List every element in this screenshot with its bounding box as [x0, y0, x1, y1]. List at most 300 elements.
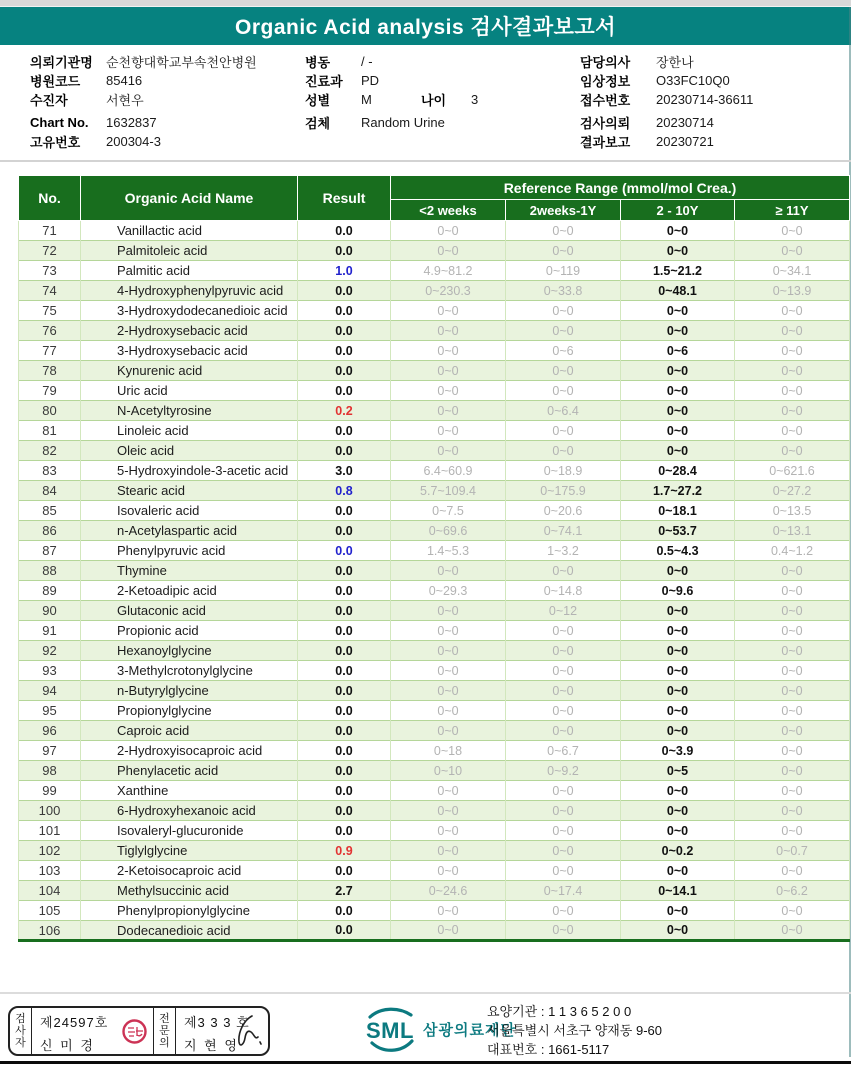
field-label: 검사의뢰	[580, 116, 631, 131]
result-value: 0.0	[298, 501, 391, 521]
range-2-10y: 0.5~4.3	[621, 541, 735, 561]
field-label: Chart No.	[30, 115, 89, 130]
acid-name: Kynurenic acid	[81, 361, 298, 381]
result-value: 0.0	[298, 901, 391, 921]
row-number: 77	[19, 341, 81, 361]
table-row	[19, 261, 850, 281]
field-specimen	[305, 113, 478, 132]
row-number: 94	[19, 681, 81, 701]
field-department	[305, 71, 478, 90]
result-value: 0.0	[298, 281, 391, 301]
company-phone: 대표번호 : 1661-5117	[487, 1042, 610, 1057]
row-number: 71	[19, 221, 81, 241]
signatory-stamp-box	[8, 1006, 270, 1056]
result-value: 0.0	[298, 241, 391, 261]
range-2-10y: 0~0	[621, 401, 735, 421]
table-row	[19, 281, 850, 301]
field-label: 임상정보	[580, 74, 631, 89]
result-value: 0.0	[298, 861, 391, 881]
field-ward	[305, 52, 478, 71]
range-lt-2-weeks: 0~0	[391, 901, 506, 921]
row-number: 79	[19, 381, 81, 401]
result-value: 0.0	[298, 441, 391, 461]
acid-name: Thymine	[81, 561, 298, 581]
field-label: 나이	[421, 93, 447, 108]
table-row	[19, 741, 850, 761]
acid-name: Vanillactic acid	[81, 221, 298, 241]
table-row	[19, 541, 850, 561]
company-address: 서울특별시 서초구 양재동 9-60	[487, 1023, 662, 1038]
range-lt-2-weeks: 6.4~60.9	[391, 461, 506, 481]
range-lt-2-weeks: 0~10	[391, 761, 506, 781]
acid-name: 2-Hydroxysebacic acid	[81, 321, 298, 341]
field-label: 결과보고	[580, 135, 631, 150]
result-value: 1.0	[298, 261, 391, 281]
field-value: / -	[361, 54, 373, 69]
result-value: 3.0	[298, 461, 391, 481]
table-row	[19, 221, 850, 241]
range-ge-11y: 0~0	[735, 421, 850, 441]
footer-divider-line	[0, 992, 851, 994]
range-2-10y: 0~0	[621, 781, 735, 801]
range-ge-11y: 0~0	[735, 301, 850, 321]
row-number: 72	[19, 241, 81, 261]
row-number: 86	[19, 521, 81, 541]
table-row	[19, 841, 850, 861]
range-2-10y: 0~6	[621, 341, 735, 361]
range-ge-11y: 0.4~1.2	[735, 541, 850, 561]
table-row	[19, 901, 850, 921]
acid-name: Isovaleric acid	[81, 501, 298, 521]
field-label: 수진자	[30, 93, 68, 108]
field-label: 진료과	[305, 74, 343, 89]
field-sex-age	[305, 90, 478, 109]
range-lt-2-weeks: 1.4~5.3	[391, 541, 506, 561]
row-number: 74	[19, 281, 81, 301]
acid-name: Tiglylglycine	[81, 841, 298, 861]
range-2weeks-1y: 0~6	[506, 341, 621, 361]
table-row	[19, 701, 850, 721]
acid-name: Uric acid	[81, 381, 298, 401]
range-2-10y: 0~0	[621, 861, 735, 881]
range-2weeks-1y: 0~6.4	[506, 401, 621, 421]
range-2weeks-1y: 0~0	[506, 621, 621, 641]
table-row	[19, 861, 850, 881]
acid-name: Stearic acid	[81, 481, 298, 501]
examiner-seal-stamp-icon	[122, 1019, 147, 1044]
field-value: O33FC10Q0	[656, 73, 730, 88]
row-number: 99	[19, 781, 81, 801]
field-value: PD	[361, 73, 380, 88]
result-value: 0.0	[298, 521, 391, 541]
range-lt-2-weeks: 0~0	[391, 701, 506, 721]
acid-name: Linoleic acid	[81, 421, 298, 441]
field-label: 고유번호	[30, 135, 81, 150]
row-number: 85	[19, 501, 81, 521]
row-number: 106	[19, 921, 81, 941]
row-number: 90	[19, 601, 81, 621]
table-row	[19, 301, 850, 321]
field-label: 검체	[305, 116, 331, 131]
range-2weeks-1y: 0~0	[506, 921, 621, 941]
acid-name: Palmitic acid	[81, 261, 298, 281]
range-lt-2-weeks: 0~0	[391, 241, 506, 261]
range-lt-2-weeks: 0~0	[391, 781, 506, 801]
range-lt-2-weeks: 0~0	[391, 861, 506, 881]
acid-name: Propionic acid	[81, 621, 298, 641]
range-lt-2-weeks: 0~0	[391, 681, 506, 701]
specialist-role-cell	[154, 1008, 176, 1054]
results-table-header	[19, 176, 850, 221]
range-lt-2-weeks: 0~7.5	[391, 501, 506, 521]
result-value: 0.0	[298, 821, 391, 841]
range-lt-2-weeks: 0~0	[391, 401, 506, 421]
acid-name: Methylsuccinic acid	[81, 881, 298, 901]
range-lt-2-weeks: 0~0	[391, 621, 506, 641]
row-number: 97	[19, 741, 81, 761]
range-2weeks-1y: 0~74.1	[506, 521, 621, 541]
acid-name: Phenylpyruvic acid	[81, 541, 298, 561]
table-row	[19, 561, 850, 581]
row-number: 76	[19, 321, 81, 341]
range-lt-2-weeks: 0~0	[391, 441, 506, 461]
range-2weeks-1y: 0~6.7	[506, 741, 621, 761]
range-2weeks-1y: 0~0	[506, 901, 621, 921]
table-row	[19, 581, 850, 601]
table-row	[19, 781, 850, 801]
acid-name: N-Acetyltyrosine	[81, 401, 298, 421]
field-value: 20230714	[656, 115, 714, 130]
range-2weeks-1y: 0~12	[506, 601, 621, 621]
range-ge-11y: 0~0	[735, 681, 850, 701]
range-2weeks-1y: 0~175.9	[506, 481, 621, 501]
range-lt-2-weeks: 0~24.6	[391, 881, 506, 901]
range-2-10y: 0~48.1	[621, 281, 735, 301]
field-value: 장한나	[656, 55, 694, 70]
range-ge-11y: 0~0	[735, 821, 850, 841]
header-divider-line	[0, 160, 851, 162]
row-number: 105	[19, 901, 81, 921]
range-2weeks-1y: 0~33.8	[506, 281, 621, 301]
range-lt-2-weeks: 0~230.3	[391, 281, 506, 301]
range-lt-2-weeks: 0~0	[391, 301, 506, 321]
range-ge-11y: 0~0	[735, 401, 850, 421]
field-value: 서현우	[106, 93, 144, 108]
row-number: 104	[19, 881, 81, 901]
range-2-10y: 0~18.1	[621, 501, 735, 521]
range-2-10y: 1.5~21.2	[621, 261, 735, 281]
page-bottom-line	[0, 1061, 851, 1064]
range-2weeks-1y: 0~0	[506, 721, 621, 741]
range-ge-11y: 0~34.1	[735, 261, 850, 281]
col-header-2-10y: 2 - 10Y	[621, 200, 735, 221]
table-row	[19, 501, 850, 521]
range-lt-2-weeks: 0~0	[391, 341, 506, 361]
range-ge-11y: 0~0	[735, 221, 850, 241]
range-2-10y: 0~3.9	[621, 741, 735, 761]
examiner-role-cell	[10, 1008, 32, 1054]
range-ge-11y: 0~0	[735, 721, 850, 741]
range-2weeks-1y: 0~0	[506, 381, 621, 401]
row-number: 83	[19, 461, 81, 481]
range-lt-2-weeks: 0~0	[391, 381, 506, 401]
field-result-reported-date	[580, 132, 753, 151]
table-row	[19, 921, 850, 941]
range-2-10y: 0~0	[621, 661, 735, 681]
field-unique-id	[30, 132, 257, 151]
range-2weeks-1y: 1~3.2	[506, 541, 621, 561]
result-value: 0.0	[298, 801, 391, 821]
range-ge-11y: 0~0	[735, 621, 850, 641]
table-row	[19, 461, 850, 481]
specialist-credentials	[176, 1008, 268, 1054]
range-lt-2-weeks: 4.9~81.2	[391, 261, 506, 281]
page-title: Organic Acid analysis 검사결과보고서	[235, 16, 616, 39]
field-value: 3	[471, 92, 479, 107]
field-value: M	[361, 92, 372, 107]
range-2weeks-1y: 0~0	[506, 361, 621, 381]
range-2weeks-1y: 0~0	[506, 861, 621, 881]
range-2-10y: 0~0	[621, 641, 735, 661]
row-number: 100	[19, 801, 81, 821]
result-value: 2.7	[298, 881, 391, 901]
page-top-strip	[0, 0, 851, 7]
range-ge-11y: 0~0	[735, 901, 850, 921]
acid-name: Dodecanedioic acid	[81, 921, 298, 941]
range-2-10y: 0~0	[621, 621, 735, 641]
range-2weeks-1y: 0~0	[506, 661, 621, 681]
range-ge-11y: 0~0	[735, 861, 850, 881]
field-value: 200304-3	[106, 134, 161, 149]
range-2weeks-1y: 0~0	[506, 701, 621, 721]
result-value: 0.0	[298, 921, 391, 941]
result-value: 0.0	[298, 621, 391, 641]
range-2weeks-1y: 0~0	[506, 641, 621, 661]
field-value: 20230721	[656, 134, 714, 149]
row-number: 91	[19, 621, 81, 641]
field-value: 20230714-36611	[656, 92, 754, 107]
range-2-10y: 0~0	[621, 921, 735, 941]
range-ge-11y: 0~0	[735, 921, 850, 941]
range-lt-2-weeks: 0~0	[391, 661, 506, 681]
range-2weeks-1y: 0~0	[506, 321, 621, 341]
company-info-block	[487, 1002, 662, 1059]
field-requesting-institution	[30, 52, 257, 71]
result-value: 0.0	[298, 721, 391, 741]
range-ge-11y: 0~0	[735, 701, 850, 721]
field-label: 병동	[305, 55, 331, 70]
acid-name: 3-Methylcrotonylglycine	[81, 661, 298, 681]
result-value: 0.0	[298, 341, 391, 361]
result-value: 0.0	[298, 761, 391, 781]
range-2-10y: 0~0	[621, 901, 735, 921]
range-ge-11y: 0~0	[735, 361, 850, 381]
range-ge-11y: 0~621.6	[735, 461, 850, 481]
range-ge-11y: 0~13.9	[735, 281, 850, 301]
range-lt-2-weeks: 0~0	[391, 821, 506, 841]
care-institution-number: 요양기관 : 1 1 3 6 5 2 0 0	[487, 1004, 632, 1019]
range-2-10y: 0~0	[621, 681, 735, 701]
range-2weeks-1y: 0~0	[506, 681, 621, 701]
range-2-10y: 0~0	[621, 821, 735, 841]
range-2weeks-1y: 0~20.6	[506, 501, 621, 521]
acid-name: 2-Ketoadipic acid	[81, 581, 298, 601]
range-2-10y: 0~14.1	[621, 881, 735, 901]
range-lt-2-weeks: 0~0	[391, 561, 506, 581]
field-value: 1632837	[106, 115, 157, 130]
result-value: 0.0	[298, 741, 391, 761]
field-clinical-info	[580, 71, 753, 90]
range-lt-2-weeks: 0~18	[391, 741, 506, 761]
table-row	[19, 421, 850, 441]
table-row	[19, 341, 850, 361]
range-lt-2-weeks: 0~0	[391, 601, 506, 621]
table-row	[19, 401, 850, 421]
result-value: 0.2	[298, 401, 391, 421]
range-ge-11y: 0~0	[735, 781, 850, 801]
acid-name: Phenylpropionylglycine	[81, 901, 298, 921]
table-row	[19, 641, 850, 661]
row-number: 92	[19, 641, 81, 661]
row-number: 81	[19, 421, 81, 441]
table-row	[19, 881, 850, 901]
acid-name: Palmitoleic acid	[81, 241, 298, 261]
range-2-10y: 0~53.7	[621, 521, 735, 541]
acid-name: Caproic acid	[81, 721, 298, 741]
report-title-banner	[0, 7, 851, 45]
range-2-10y: 0~5	[621, 761, 735, 781]
row-number: 89	[19, 581, 81, 601]
results-table	[18, 175, 850, 942]
result-value: 0.8	[298, 481, 391, 501]
range-2weeks-1y: 0~17.4	[506, 881, 621, 901]
acid-name: n-Acetylaspartic acid	[81, 521, 298, 541]
row-number: 96	[19, 721, 81, 741]
row-number: 102	[19, 841, 81, 861]
range-2weeks-1y: 0~0	[506, 821, 621, 841]
range-ge-11y: 0~6.2	[735, 881, 850, 901]
table-row	[19, 661, 850, 681]
result-value: 0.0	[298, 381, 391, 401]
range-2-10y: 0~0	[621, 441, 735, 461]
row-number: 73	[19, 261, 81, 281]
acid-name: Propionylglycine	[81, 701, 298, 721]
result-value: 0.0	[298, 581, 391, 601]
col-header-ge-11y: ≥ 11Y	[735, 200, 850, 221]
range-lt-2-weeks: 0~0	[391, 921, 506, 941]
field-receipt-no	[580, 90, 753, 109]
range-2weeks-1y: 0~0	[506, 421, 621, 441]
range-2-10y: 1.7~27.2	[621, 481, 735, 501]
specialist-role-label: 전문의	[159, 1013, 170, 1049]
specialist-name: 지 현 영	[184, 1038, 239, 1053]
row-number: 103	[19, 861, 81, 881]
acid-name: Isovaleryl-glucuronide	[81, 821, 298, 841]
range-2weeks-1y: 0~9.2	[506, 761, 621, 781]
range-ge-11y: 0~0	[735, 641, 850, 661]
range-ge-11y: 0~0	[735, 601, 850, 621]
range-lt-2-weeks: 0~0	[391, 361, 506, 381]
range-2-10y: 0~0	[621, 601, 735, 621]
range-2weeks-1y: 0~0	[506, 221, 621, 241]
field-value: 85416	[106, 73, 143, 88]
range-2-10y: 0~0	[621, 241, 735, 261]
col-header-reference-range: Reference Range (mmol/mol Crea.)	[391, 176, 850, 200]
field-label: 담당의사	[580, 55, 631, 70]
range-ge-11y: 0~0.7	[735, 841, 850, 861]
range-2weeks-1y: 0~0	[506, 561, 621, 581]
field-label: 접수번호	[580, 93, 631, 108]
table-row	[19, 681, 850, 701]
field-label: 병원코드	[30, 74, 81, 89]
row-number: 98	[19, 761, 81, 781]
result-value: 0.0	[298, 321, 391, 341]
range-ge-11y: 0~0	[735, 321, 850, 341]
field-patient-name	[30, 90, 257, 109]
acid-name: Oleic acid	[81, 441, 298, 461]
acid-name: Phenylacetic acid	[81, 761, 298, 781]
range-ge-11y: 0~13.1	[735, 521, 850, 541]
range-2weeks-1y: 0~0	[506, 441, 621, 461]
range-ge-11y: 0~0	[735, 441, 850, 461]
result-value: 0.0	[298, 361, 391, 381]
acid-name: Hexanoylglycine	[81, 641, 298, 661]
range-ge-11y: 0~0	[735, 241, 850, 261]
row-number: 84	[19, 481, 81, 501]
field-attending-doctor	[580, 52, 753, 71]
col-header-organic-acid-name: Organic Acid Name	[81, 176, 298, 221]
range-2-10y: 0~0	[621, 381, 735, 401]
field-test-requested-date	[580, 113, 753, 132]
range-2-10y: 0~0	[621, 301, 735, 321]
table-row	[19, 321, 850, 341]
result-value: 0.0	[298, 681, 391, 701]
col-header-2weeks-1y: 2weeks-1Y	[506, 200, 621, 221]
range-2weeks-1y: 0~0	[506, 241, 621, 261]
table-row	[19, 801, 850, 821]
result-value: 0.0	[298, 541, 391, 561]
range-2weeks-1y: 0~0	[506, 841, 621, 861]
range-lt-2-weeks: 0~29.3	[391, 581, 506, 601]
table-row	[19, 621, 850, 641]
range-2-10y: 0~9.6	[621, 581, 735, 601]
table-row	[19, 601, 850, 621]
range-2-10y: 0~0	[621, 321, 735, 341]
range-ge-11y: 0~0	[735, 801, 850, 821]
result-value: 0.0	[298, 221, 391, 241]
result-value: 0.0	[298, 601, 391, 621]
range-2weeks-1y: 0~0	[506, 301, 621, 321]
range-lt-2-weeks: 0~0	[391, 721, 506, 741]
acid-name: 2-Hydroxyisocaproic acid	[81, 741, 298, 761]
specialist-cert-number: 제3 3 3 호	[184, 1015, 250, 1030]
field-label: 성별	[305, 93, 331, 108]
range-ge-11y: 0~0	[735, 381, 850, 401]
row-number: 88	[19, 561, 81, 581]
field-value: Random Urine	[361, 115, 445, 130]
patient-info-left-column	[30, 52, 257, 151]
range-ge-11y: 0~13.5	[735, 501, 850, 521]
col-header-no: No.	[19, 176, 81, 221]
examiner-role-label: 검사자	[15, 1013, 26, 1049]
range-lt-2-weeks: 5.7~109.4	[391, 481, 506, 501]
range-lt-2-weeks: 0~0	[391, 321, 506, 341]
svg-text:SML: SML	[366, 1018, 414, 1043]
examiner-cert-number: 제24597호	[40, 1015, 109, 1030]
range-2-10y: 0~0	[621, 721, 735, 741]
patient-info-right-column	[580, 52, 753, 151]
range-2weeks-1y: 0~0	[506, 781, 621, 801]
